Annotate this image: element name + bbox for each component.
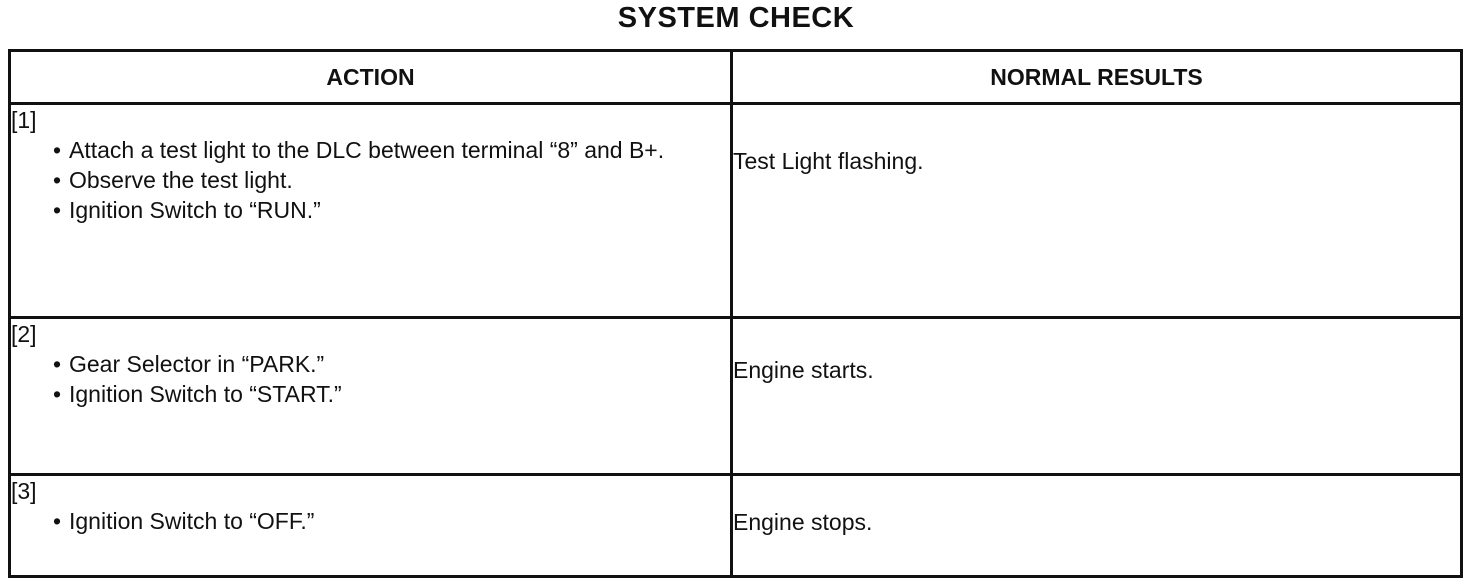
step-number: [2] — [11, 321, 37, 347]
result-cell: Engine stops. — [732, 475, 1462, 577]
page-title: SYSTEM CHECK — [617, 2, 855, 34]
action-text: Gear Selector in “PARK.” — [69, 351, 325, 377]
action-text: Ignition Switch to “OFF.” — [69, 508, 315, 534]
action-cell — [10, 318, 732, 475]
bullet-icon: • — [53, 167, 62, 193]
action-text: Ignition Switch to “START.” — [69, 381, 342, 407]
action-text: Attach a test light to the DLC between terminal “8” and B+. — [69, 137, 665, 163]
step-number: [1] — [11, 107, 37, 133]
bullet-icon: • — [53, 137, 62, 163]
action-list — [11, 349, 730, 409]
table-header-row — [10, 51, 1462, 104]
bullet-icon: • — [53, 381, 62, 407]
step-number: [3] — [11, 478, 37, 504]
action-text: Ignition Switch to “RUN.” — [69, 197, 321, 223]
result-cell: Test Light flashing. — [732, 104, 1462, 318]
bullet-icon: • — [53, 351, 62, 377]
list-item — [53, 135, 730, 165]
table-row — [10, 104, 1462, 318]
list-item — [53, 506, 730, 536]
action-list — [11, 135, 730, 225]
result-cell: Engine starts. — [732, 318, 1462, 475]
list-item — [53, 379, 730, 409]
bullet-icon: • — [53, 197, 62, 223]
table-row — [10, 318, 1462, 475]
action-text: Observe the test light. — [69, 167, 293, 193]
list-item — [53, 165, 730, 195]
list-item — [53, 349, 730, 379]
column-header-action: ACTION — [10, 51, 732, 104]
bullet-icon: • — [53, 508, 62, 534]
list-item — [53, 195, 730, 225]
column-header-normal-results: NORMAL RESULTS — [732, 51, 1462, 104]
action-cell — [10, 475, 732, 577]
action-cell — [10, 104, 732, 318]
table-row — [10, 475, 1462, 577]
system-check-table — [8, 49, 1463, 578]
action-list — [11, 506, 730, 536]
